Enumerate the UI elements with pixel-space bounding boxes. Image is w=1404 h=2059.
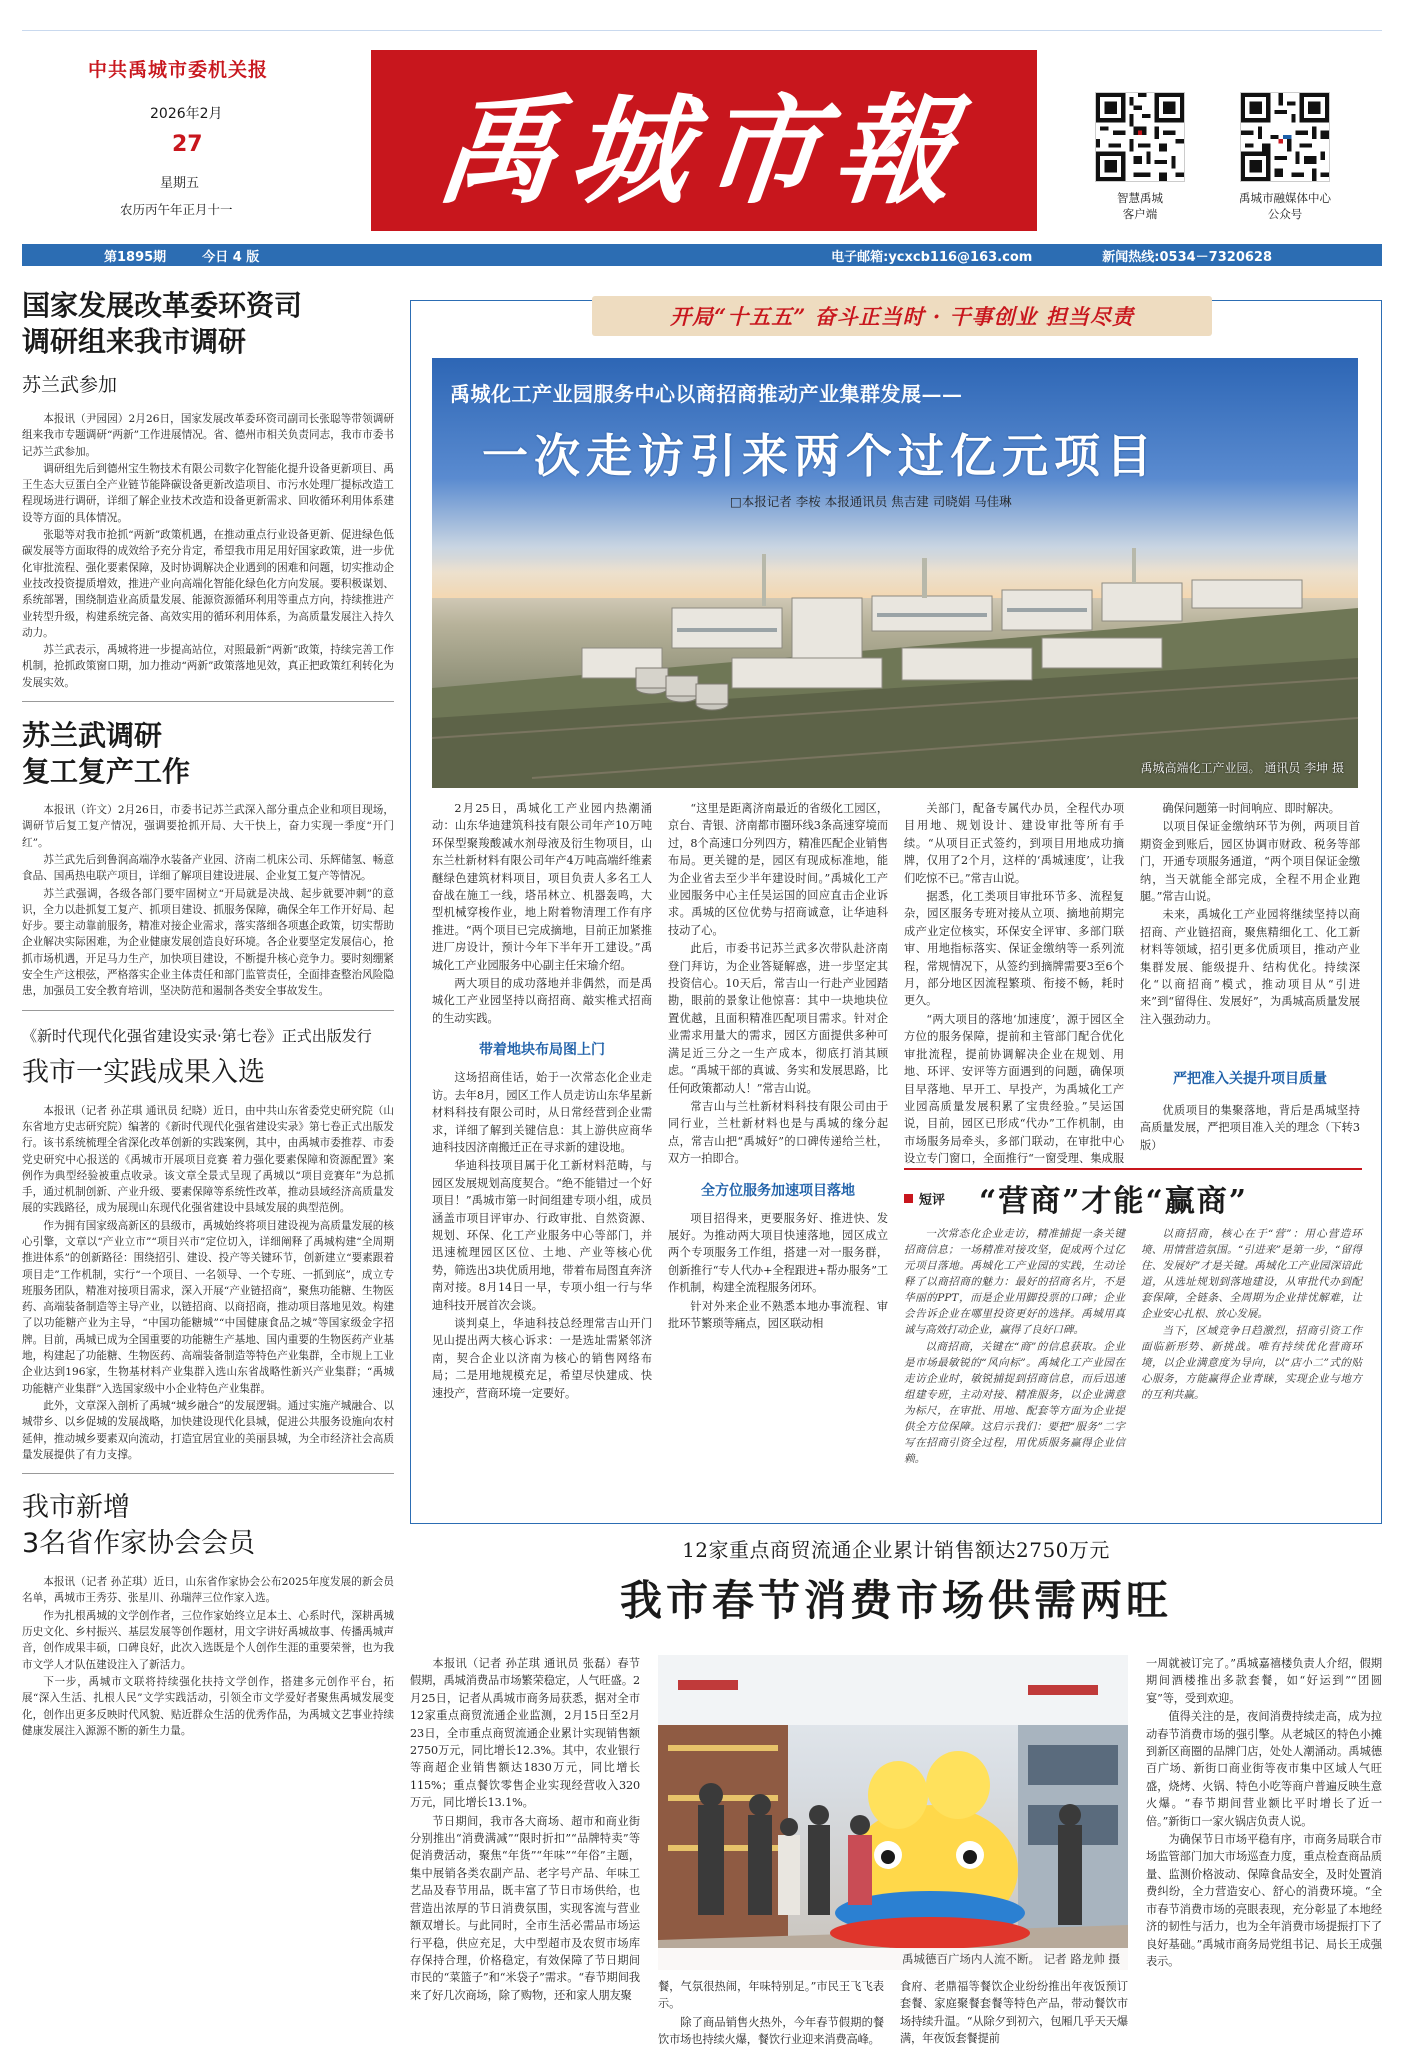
mall-crowd-photo [658, 1655, 1128, 1970]
paragraph: 调研组先后到德州宝生物技术有限公司数字化智能化提升设备更新项目、禹王生态大豆蛋白全产业链节能降碳设备更新改造项目、市污水处理厂提标改造工程现场进行调研，详细了解企业技术改造和设备更新需求、回收循环利用体系建设等方面的具体情况。 [22, 462, 394, 524]
paragraph: 针对外来企业不熟悉本地办事流程、审批环节繁琐等痛点，园区联动相 [668, 1299, 888, 1330]
issue-number: 第1895期 [104, 249, 167, 265]
paragraph: 作为扎根禹城的文学创作者，三位作家始终立足本土、心系时代，深耕禹城历史文化、乡村振兴、基层发展等创作题材，用文字讲好禹城故事、传播禹城声音，创作成果丰硕，口碑良好，此次入选既是个人创作生涯的重要荣誉，也为我市文学人才队伍建设注入了新活力。 [22, 1609, 394, 1671]
divider [22, 1010, 394, 1011]
paragraph: 本报讯（记者 孙芷琪 通讯员 纪晓）近日，由中共山东省委党史研究院（山东省地方史志研究院）编著的《新时代现代化强省建设实录》第七卷正式出版发行。该书系统梳理全省深化改革创新的实践案例，其中，由禹城市委推荐、市委党史研究中心报送的《禹城市开展项目竞赛 着力强化要素保障和资源配置》案例作为典型经验被重点收录。该文章全景式呈现了禹城以“项目竞赛年”为总抓手，通过机制创新、产业升级、要素保障等系统性改革，推动县域经济高质量发展的实践路径，成为展现山东现代化强省建设中县域发展的典型范例。 [22, 1104, 394, 1215]
paragraph: 以商招商，关键在“商”的信息获取。企业是市场最敏锐的“风向标”。禹城化工产业园在走访企业时，敏锐捕捉到招商信息，而后迅速组建专班，主动对接、精准服务，以企业满意为标尺，在审批、用地、配套等方面为企业提供全方位保障。这启示我们：要把“服务”二字写在招商引资全过程，用优质服务赢得企业信赖。 [904, 1341, 1125, 1465]
divider [22, 701, 394, 702]
crosshead-access-wrap [1140, 1050, 1360, 1155]
qr1-label [1080, 190, 1200, 222]
article-resume-title2: 复工复产工作 [22, 755, 191, 789]
consumption-col-1 [410, 1655, 640, 2055]
masthead-weekday: 星期五 [160, 176, 200, 191]
article-writers-title1: 我市新增 [22, 1492, 130, 1524]
paragraph: 苏兰武表示，禹城将进一步提高站位，对照最新“两新”政策，持续完善工作机制，抢抓政策窗口期，加力推动“两新”政策落地见效，真正把政策红利转化为发展实效。 [22, 644, 394, 689]
top-rule [22, 30, 1382, 31]
paragraph: 为确保节日市场平稳有序，市商务局联合市场监管部门加大市场巡查力度，重点检查商品质量、监测价格波动、保障食品安全，及时处置消费纠纷，全力营造安心、舒心的消费环境。“全市春节消费市场的亮眼表现，充分彰显了本地经济的韧性与活力，也为全年消费市场提振打下了良好基础。”禹城市商务局党组书记、局长王成强表示。 [1146, 1833, 1382, 1968]
masthead-day: 27 [172, 132, 203, 157]
feature-photo-caption: 禹城高端化工产业园。 通讯员 李坤 摄 [1140, 761, 1344, 775]
feature-kicker: 禹城化工产业园服务中心以商招商推动产业集群发展—— [450, 382, 963, 406]
commentary-title: “营商”才能“赢商” [979, 1184, 1249, 1219]
paragraph: 下一步，禹城市文联将持续强化扶持文学创作，搭建多元创作平台，拓展“深入生活、扎根人民”文学实践活动，引领全市文学爱好者聚焦禹城发展变化，创作出更多反映时代风貌、贴近群众生活的优秀作品，为禹城文艺事业持续健康发展注入源源不断的新生力量。 [22, 1675, 394, 1737]
crosshead-map: 带着地块布局图上门 [479, 1042, 605, 1059]
paragraph: 华迪科技项目属于化工新材料范畴，与园区发展规划高度契合。“绝不能错过一个好项目！”禹城市第一时间组建专项小组，成员涵盖市项目评审办、行政审批、自然资源、规划、环保、化工产业服务中心等部门，并迅速梳理园区区位、土地、产业等核心优势，筛选出3块优质用地，带着布局图直奔济南对接。8月14日一早，专项小组一行与华迪科技开展首次会谈。 [432, 1159, 652, 1312]
paragraph: 节日期间，我市各大商场、超市和商业街分别推出“消费满减”“限时折扣”“品牌特卖”等促消费活动，聚焦“年货”“年味”“年俗”主题，集中展销各类农副产品、老字号产品、年味工艺品及春节用品，既丰富了节日市场供给，也营造出浓厚的节日消费氛围，实现客流与营业额双增长。与此同时，全市生活必需品市场运行平稳，供应充足，大中型超市及农贸市场库存保持合理，价格稳定，有效保障了节日期间市民的“菜篮子”和“米袋子”需求。“春节期间我来了好几次商场，除了购物，还和家人朋友聚 [410, 1814, 640, 2002]
consumption-col-2 [658, 1978, 884, 2055]
paragraph: 一周就被订完了。”禹城嘉禧楼负责人介绍，假期期间酒楼推出多款套餐，如“好运到”“团圆宴”等，受到欢迎。 [1146, 1657, 1382, 1705]
article-ndrc-title2: 调研组来我市调研 [22, 325, 247, 358]
consumption-kicker: 12家重点商贸流通企业累计销售额达2750万元 [682, 1538, 1110, 1562]
commentary-col-right [1141, 1226, 1362, 1496]
paragraph: “两大项目的落地‘加速度’，源于园区全方位的服务保障，提前和主管部门配合优化审批流程，提前协调解决企业在规划、用地、环评、安评等方面遇到的问题，确保项目早落地、早开工、早投产，为禹城化工产业园高质量发展积累了宝贵经验。”吴运国说，目前，园区已形成“代办”工作机制，由市场服务局牵头，多部门联动，在审批中心设立专门窗口，全面推行“一窗受理、集成服 [904, 1012, 1124, 1166]
news-hotline: 新闻热线:0534－7320628 [1102, 249, 1272, 265]
consumption-col-4 [1146, 1655, 1382, 2055]
qr2-label [1215, 190, 1355, 222]
consumption-headline: 我市春节消费市场供需两旺 [619, 1576, 1172, 1625]
crosshead-access: 严把准入关提升项目质量 [1173, 1071, 1327, 1087]
paragraph: 张聪等对我市抢抓“两新”政策机遇，在推动重点行业设备更新、促进绿色低碳发展等方面取得的成效给予充分肯定，希望我市用足用好国家政策，进一步优化审批流程、强化要素保障，及时协调解决企业遇到的困难和问题，切实推动企业技改投资提质增效，推进产业向高端化智能化绿色化方向发展。要积极谋划、系统部署，围绕制造业高质量发展、能源资源循环利用等重点方向，持续推进产业转型升级，构建系统完备、高效实用的循环利用体系，为高质量发展注入持久动力。 [22, 529, 394, 639]
paragraph: 本报讯（记者 孙芷琪 通讯员 张磊）春节假期，禹城消费品市场繁荣稳定，人气旺盛。2月25日，记者从禹城市商务局获悉，据对全市12家重点商贸流通企业监测，2月15日至2月23日，全市重点商贸流通企业累计实现销售额2750万元，同比增长12.3%。其中，农业银行等商超企业销售额达1830万元，同比增长115%；重点餐饮零售企业实现经营收入320万元，同比增长13.1%。 [410, 1657, 640, 1810]
email-address: 电子邮箱:ycxcb116@163.com [831, 249, 1033, 265]
paragraph: 以商招商，核心在于“营”：用心营造环境、用情营造氛围。“引进来”是第一步，“留得住、发展好”才是关键。禹城化工产业园深谙此道，从选址规划到落地建设，从审批代办到配套保障，全链条、全周期为企业排忧解难，让企业安心扎根、放心发展。 [1141, 1228, 1362, 1320]
paragraph: 值得关注的是，夜间消费持续走高，成为拉动春节消费市场的强引擎。从老城区的特色小摊到新区商圈的品牌门店，处处人潮涌动。禹城德百广场、新街口商业街等夜市集中区域人气旺盛，烧烤、火锅、特色小吃等商户普遍反映生意火爆。“春节期间营业额比平时增长了近一倍。”新街口一家火锅店负责人说。 [1146, 1710, 1382, 1828]
paragraph: 本报讯（记者 孙芷琪）近日，山东省作家协会公布2025年度发展的新会员名单，禹城市王秀芬、张星川、孙瑞萍三位作家入选。 [22, 1576, 394, 1605]
consumption-photo [658, 1655, 1128, 1970]
paragraph: 2月25日，禹城化工产业园内热潮涌动：山东华迪建筑科技有限公司年产10万吨环保型聚羧酸减水剂母液及衍生物项目，山东兰杜新材料有限公司年产4万吨高端纤维素醚绿色建筑材料项目，项目负责人多名工人奋战在施工一线，塔吊林立、机器轰鸣，大型机械穿梭作业，地上附着物清理工作有序推进。“两个项目已完成摘地，目前正加紧推进厂房设计，预计今年下半年开工建设。”禹城化工产业园服务中心副主任宋瑜介绍。 [432, 802, 652, 972]
crosshead-service: 全方位服务加速项目落地 [701, 1182, 855, 1199]
paragraph: 此外，文章深入剖析了禹城“城乡融合”的发展逻辑。通过实施产城融合、以城带乡、以乡促城的发展战略，加快建设现代化县城，促进公共服务设施向农村延伸，推动城乡要素双向流动，打造宜居宜业的美丽县城，为全市经济社会高质量发展提供了有力支撑。 [22, 1399, 394, 1461]
commentary-col-left [904, 1226, 1125, 1496]
commentary-tag: 短评 [919, 1192, 946, 1208]
masthead-lunar: 农历丙午年正月十一 [120, 202, 233, 217]
paragraph: 本报讯（尹园园）2月26日，国家发展改革委环资司副司长张聪等带领调研组来我市专题调研“两新”工作进展情况。省、德州市相关负责同志，我市市委书记苏兰武参加。 [22, 413, 394, 458]
article-writers-title2: 3名省作家协会会员 [22, 1528, 256, 1560]
qr1-label-line1: 智慧禹城 [1117, 191, 1163, 205]
paragraph: 本报讯（许文）2月26日，市委书记苏兰武深入部分重点企业和项目现场，调研节后复工复产情况，强调要抢抓开局、大干快上，奋力实现一季度“开门红”。 [22, 804, 394, 849]
paragraph: 据悉，化工类项目审批环节多、流程复杂，园区服务专班对接从立项、摘地前期完成产业定位核实，环保安全评审、多部门联审、用地指标落实、保证金缴纳等一系列流程，常规情况下，从签约到摘牌需要3至6个月，部分地区因流程繁琐、衔接不畅，耗时更久。 [904, 890, 1124, 1008]
feature-hero [432, 358, 1358, 788]
consumption-photo-caption: 禹城德百广场内人流不断。 记者 路龙帅 摄 [658, 1948, 1128, 1970]
paragraph: 优质项目的集聚落地，背后是禹城坚持高质量发展，严把项目准入关的理念（下转3版） [1140, 1104, 1360, 1152]
paragraph: 两大项目的成功落地并非偶然，而是禹城化工产业园坚持以商招商、敲实椎式招商的生动实践。 [432, 977, 652, 1025]
masthead-date: 2026年2月 [150, 106, 223, 122]
divider [22, 1473, 394, 1474]
qr1-label-line2: 客户端 [1122, 207, 1158, 221]
paragraph: 餐，气氛很热闹，年味特别足。”市民王飞飞表示。 [658, 1980, 884, 2011]
feature-banner-text: 开局“十五五” 奋斗正当时 · 干事创业 担当尽责 [670, 304, 1134, 329]
article-ndrc [22, 270, 394, 691]
paragraph: 作为拥有国家级高新区的县级市，禹城始终将项目建设视为高质量发展的核心引擎，文章以“产业立市”“项目兴市”定位切入，详细阐释了禹城构建“全周期推进体系”的创新路径：围绕招引、建设、投产等关键环节，创新建立“要素跟着项目走”工作机制，实行“一个项目、一名领导、一个专班、一抓到底”，成立专班服务团队，精准对接项目需求，深入开展“产业链招商”，聚焦功能糖、生物医药、高端装备制造等主导产业，以链招商、以商招商，推动项目落地见效。构建了以功能糖产业为主导，“中国功能糖城”“中国健康食品之城”等国家级金字招牌。目前，禹城已成为全国重要的功能糖生产基地、国内重要的生物医药产业基地，构建起了功能糖、生物医药、高端装备制造等特色产业集群，全市规上工业企业达到196家，生物基材料产业集群入选山东省战略性新兴产业集群；“禹城功能糖产业集群”入选国家级中小企业特色产业集群。 [22, 1219, 394, 1395]
feature-byline: □本报记者 李桉 本报通讯员 焦吉建 司晓娟 马佳琳 [730, 494, 1012, 509]
qr2-label-line2: 公众号 [1267, 207, 1303, 221]
article-book-pretitle: 《新时代现代化强省建设实录·第七卷》正式出版发行 [22, 1026, 372, 1045]
paragraph: 关部门，配备专属代办员，全程代办项目用地、规划设计、建设审批等所有手续。“从项目正式签约，到项目用地成功摘牌，仅用了2个月，这样的‘禹城速度’，让我们吃惊不已。”常吉山说。 [904, 802, 1124, 885]
paragraph: 这场招商佳话，始于一次常态化企业走访。去年8月，园区工作人员走访山东华星新材料科技有限公司时，从日常经营到企业需求，详细了解到关键信息：其上游供应商华迪科技因济南搬迁正在寻求新的建设地。 [432, 1071, 652, 1154]
qr2-label-line1: 禹城市融媒体中心 [1239, 191, 1331, 205]
qr-code-app[interactable] [1095, 92, 1185, 182]
page-count: 今日 4 版 [202, 249, 260, 265]
commentary-tag-marker [904, 1194, 913, 1203]
paragraph: 苏兰武强调，各级各部门要牢固树立“开局就是决战、起步就要冲刺”的意识，全力以赴抓复工复产、抓项目建设、抓服务保障，确保全年工作开好局、起好步。要主动靠前服务，精准对接企业需求，落实落细各项惠企政策，切实帮助企业解决实际困难，为企业健康发展创造良好环境。各企业要坚定发展信心，抢抓市场机遇，开足马力生产，加快项目建设，不断提升核心竞争力。要时刻绷紧安全生产这根弦，严格落实企业主体责任和部门监管责任，全面排查整治风险隐患，加强员工安全教育培训，坚决防范和遏制各类安全事故发生。 [22, 887, 394, 998]
feature-col-3 [904, 800, 1124, 1166]
article-ndrc-title1: 国家发展改革委环资司 [22, 289, 303, 322]
paragraph: 苏兰武先后到鲁润高端净水装备产业园、济南二机床公司、乐辉储氢、畅意食品、国禹热电联产项目，详细了解项目建设进展、企业复工复产等情况。 [22, 853, 394, 883]
article-book-title: 我市一实践成果入选 [22, 1056, 265, 1088]
feature-banner [592, 296, 1212, 336]
feature-col-1 [432, 800, 652, 1400]
qr-code-wechat[interactable] [1240, 92, 1330, 182]
article-writers [22, 1484, 394, 1739]
masthead-logo-block [371, 50, 1037, 231]
article-resume-work [22, 712, 394, 1000]
paragraph: 食府、老鼎福等餐饮企业纷纷推出年夜饭预订套餐、家庭聚餐套餐等特色产品，带动餐饮市场持续升温。“从除夕到初六，包厢几乎天天爆满，年夜饭套餐提前 [900, 1980, 1128, 2046]
paragraph: 常吉山与兰杜新材料科技有限公司由于同行业，兰杜新材料也是与禹城的缘分起点，常吉山把“禹城好”的口碑传递给兰杜，双方一拍即合。 [668, 1099, 888, 1166]
newspaper-logo: 禹城市報 [431, 80, 975, 220]
feature-col-2 [668, 800, 888, 1360]
masthead-org: 中共禹城市委机关报 [88, 59, 269, 81]
paragraph: “这里是距离济南最近的省级化工园区，京台、青银、济南都市圈环线3条高速穿境而过，8个高速口分列四方，精准匹配企业销售布局。更关键的是，园区有现成标准地，能为企业省去至少半年建设时间。”禹城化工产业园服务中心主任吴运国的回应直击企业诉求。禹城的区位优势与招商诚意，让华迪科技动了心。 [668, 802, 888, 937]
paragraph: 一次常态化企业走访，精准捕捉一条关键招商信息；一场精准对接攻坚，促成两个过亿元项目落地。禹城化工产业园的实践，生动诠释了以商招商的魅力：最好的招商名片，不是华丽的PPT，而是企业用脚投票的口碑；企业会告诉企业在哪里投资更好的选择。禹城用真诚与高效打动企业，赢得了良好口碑。 [904, 1228, 1125, 1336]
paragraph: 以项目保证金缴纳环节为例，两项目首期资金到账后，园区协调市财政、税务等部门，开通专项服务通道，“两个项目保证金缴纳，当天就能全部完成，全程不用企业跑腿。”常吉山说。 [1140, 820, 1360, 904]
paragraph: 项目招得来，更要服务好、推进快、发展好。为推动两大项目快速落地，园区成立两个专项服务工作组，搭建一对一服务群，创新推行“专人代办+全程跟进+帮办服务”工作机制，构建全流程服务闭环。 [668, 1211, 888, 1295]
issue-bar [22, 244, 1382, 266]
feature-headline: 一次走访引来两个过亿元项目 [482, 429, 1158, 483]
paragraph: 未来，禹城化工产业园将继续坚持以商招商、产业链招商，聚焦精细化工、化工新材料等领域，招引更多优质项目，推动产业集群发展、能级提升、结构优化。持续深化“以商招商”模式，推动项目从“引进来”到“留得住、发展好”，为禹城高质量发展注入强劲动力。 [1140, 908, 1360, 1026]
commentary-box [904, 1168, 1362, 1508]
feature-col-4 [1140, 800, 1360, 1062]
article-resume-title1: 苏兰武调研 [22, 719, 163, 753]
paragraph: 当下，区域竞争日趋激烈，招商引资工作面临新形势、新挑战。唯有持续优化营商环境，以企业满意度为导向，以“店小二”式的贴心服务，方能赢得企业青睐，实现企业与地方的互利共赢。 [1141, 1325, 1362, 1401]
paragraph: 确保问题第一时间响应、即时解决。 [1162, 802, 1340, 815]
consumption-col-3 [900, 1978, 1128, 2055]
article-book [22, 1021, 394, 1464]
left-column [22, 270, 394, 2055]
paragraph: 谈判桌上，华迪科技总经理常吉山开门见山提出两大核心诉求：一是选址需紧邻济南，契合企业以济南为核心的销售网络布局；二是用地规模充足，希望尽快建成、快速投产，营商环境一定要好。 [432, 1316, 652, 1400]
article-ndrc-subtitle: 苏兰武参加 [22, 374, 118, 396]
paragraph: 此后，市委书记苏兰武多次带队赴济南登门拜访，为企业答疑解惑，进一步坚定其投资信心。10天后，常吉山一行赴产业园踏勘，眼前的景象让他惊喜：其中一块地块位置优越，且面积精准匹配项目需求。针对企业需求用量大的需求，园区方面提供多种可满足近三分之一生产成本，彻底打消其顾虑。“禹城干部的真诚、务实和发展思路，比任何政策都动人！”常吉山说。 [668, 942, 888, 1095]
paragraph: 除了商品销售火热外，今年春节假期的餐饮市场也持续火爆，餐饮行业迎来消费高峰。 [658, 2015, 884, 2047]
